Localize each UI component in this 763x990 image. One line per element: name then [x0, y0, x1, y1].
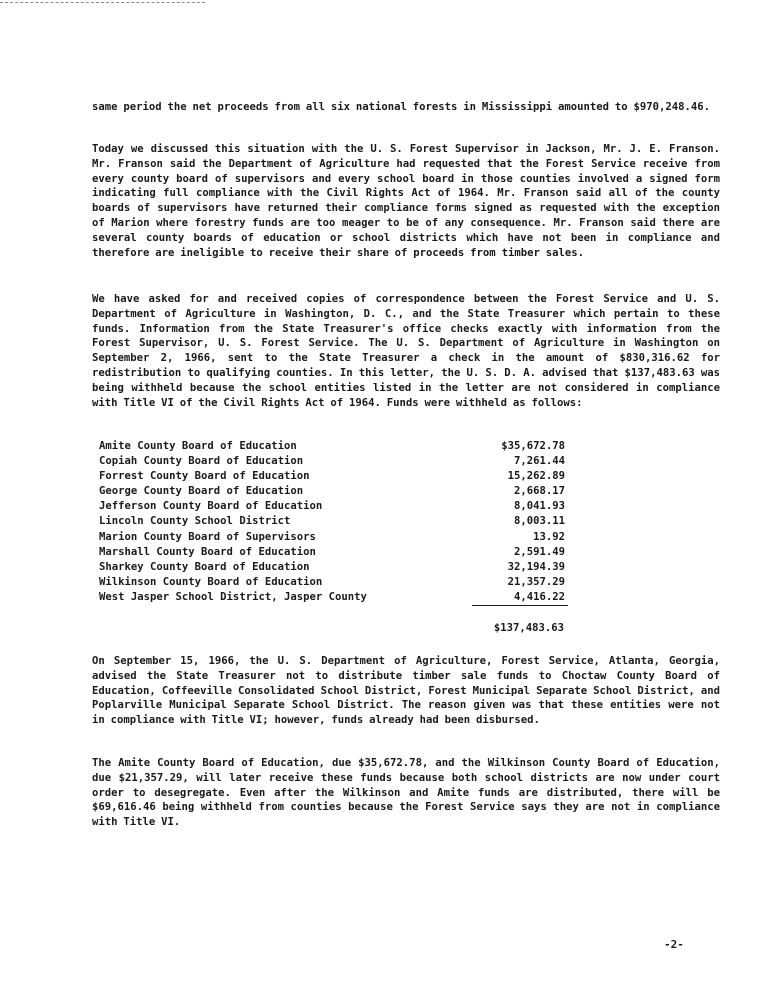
- entity-name: Lincoln County School District: [99, 515, 291, 528]
- entity-name: Forrest County Board of Education: [99, 470, 310, 483]
- table-row: [99, 530, 579, 545]
- entity-name: Copiah County Board of Education: [99, 455, 304, 468]
- withheld-amount: 8,003.11: [513, 515, 565, 528]
- table-row: [99, 484, 579, 499]
- withheld-amount: 15,262.89: [507, 470, 565, 483]
- table-row: [99, 560, 579, 575]
- withheld-amount: 2,591.49: [513, 545, 565, 558]
- entity-name: Amite County Board of Education: [99, 440, 297, 452]
- entity-name: Marion County Board of Supervisors: [99, 530, 316, 543]
- total-underline: [472, 605, 568, 606]
- withheld-amount: 8,041.93: [513, 500, 565, 513]
- table-row: [99, 454, 579, 469]
- withheld-amount: 13.92: [533, 530, 565, 543]
- table-row: [99, 469, 579, 484]
- paragraph-atlanta-advisory: On September 15, 1966, the U. S. Department of Agriculture, Forest Service, Atlanta, Georgia, advised the State Treasurer not to distribute timber sale funds to Choctaw County Board of Education, Coffeeville Consolidated School District, Forest Municipal Separate School District, and Poplarville Municipal Separate School District. The reason given was that these entities were not in compliance with Title VI; however, funds already had been disbursed.: [92, 655, 720, 727]
- table-row: [99, 439, 579, 454]
- entity-name: Jefferson County Board of Education: [99, 500, 323, 513]
- paragraph-remaining-withheld: The Amite County Board of Education, due $35,672.78, and the Wilkinson County Board of Education, due $21,357.29, will later receive these funds because both school districts are now under court order to desegregate. Even after the Wilkinson and Amite funds are distributed, there will be $69,616.46 being withheld from counties because the Forest Service says they are not in compliance with Title VI.: [92, 757, 720, 829]
- entity-name: West Jasper School District, Jasper County: [99, 590, 367, 603]
- entity-name: Marshall County Board of Education: [99, 545, 316, 558]
- table-row: [99, 590, 579, 605]
- withheld-amount: 4,416.22: [513, 590, 565, 603]
- table-row: [99, 575, 579, 590]
- table-row: [99, 545, 579, 560]
- paragraph-correspondence: We have asked for and received copies of correspondence between the Forest Service and U. S. Department of Agriculture in Washington, D. C., and the State Treasurer which pertain to these funds. Information from the State Treasurer's office checks exactly with information from the Forest Supervisor, U. S. Forest Service. The U. S. Department of Agriculture in Washington on September 2, 1966, sent to the State Treasurer a check in the amount of $830,316.62 for redistribution to qualifying counties. In this letter, the U. S. D. A. advised that $137,483.63 was being withheld because the school entities listed in the letter are not considered in compliance with Title VI of the Civil Rights Act of 1964. Funds were withheld as follows:: [92, 293, 720, 409]
- entity-name: Sharkey County Board of Education: [99, 560, 310, 573]
- paragraph-net-proceeds: same period the net proceeds from all six national forests in Mississippi amounted to $970,248.46.: [92, 101, 711, 113]
- top-dashed-rule: [0, 2, 205, 3]
- paragraph-franson-discussion: Today we discussed this situation with the U. S. Forest Supervisor in Jackson, Mr. J. E. Franson. Mr. Franson said the Department of Agriculture had requested that the Forest Service receive from every county board of supervisors and every school board in those counties involved a signed form indicating full compliance with the Civil Rights Act of 1964. Mr. Franson said all of the county boards of supervisors have returned their compliance forms signed as requested with the exception of Marion where forestry funds are too meager to be of any consequence. Mr. Franson said there are several county boards of education or school districts which have not been in compliance and therefore are ineligible to receive their share of proceeds from timber sales.: [92, 143, 720, 259]
- entity-name: Wilkinson County Board of Education: [99, 575, 323, 588]
- withheld-amount: $35,672.78: [501, 440, 565, 452]
- withheld-amount: 2,668.17: [513, 485, 565, 498]
- withheld-total: $137,483.63: [493, 622, 564, 634]
- table-row: [99, 514, 579, 529]
- withheld-amount: 21,357.29: [507, 575, 565, 588]
- table-row: [99, 499, 579, 514]
- withheld-amount: 32,194.39: [507, 560, 565, 573]
- withheld-funds-table: [99, 439, 579, 605]
- page-number: -2-: [664, 938, 684, 951]
- withheld-amount: 7,261.44: [513, 455, 565, 468]
- entity-name: George County Board of Education: [99, 485, 304, 498]
